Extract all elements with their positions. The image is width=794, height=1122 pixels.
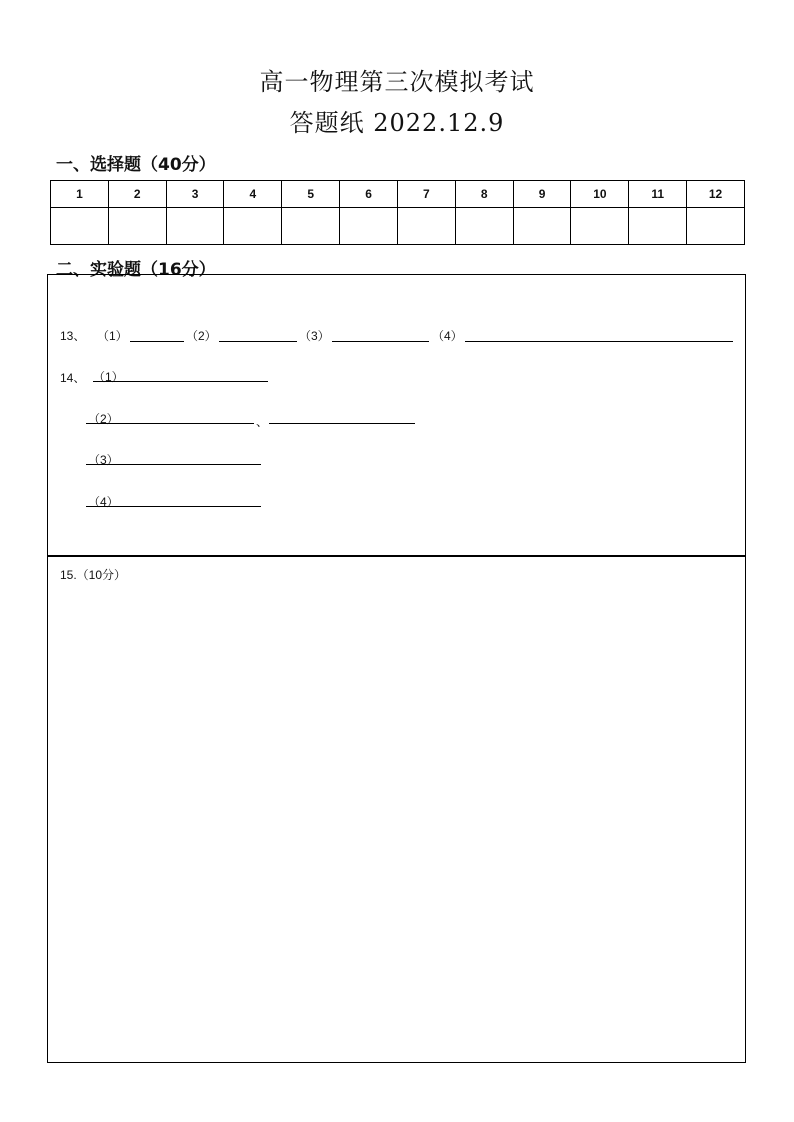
q14-part2-blank-b[interactable] [269, 423, 415, 424]
question-15-answer-box[interactable] [47, 555, 746, 1063]
section-heading-experiment: 二、实验题（16分） [56, 260, 216, 280]
answer-cell[interactable] [513, 208, 571, 245]
answer-cell[interactable] [166, 208, 224, 245]
q13-part3-blank[interactable] [332, 341, 429, 342]
question-number-cell: 4 [224, 181, 282, 208]
q14-number: 14、 [60, 371, 86, 385]
q14-part3-label: （3） [88, 453, 119, 467]
q14-part4-blank[interactable] [86, 506, 261, 507]
question-number-cell: 8 [455, 181, 513, 208]
question-number-cell: 10 [571, 181, 629, 208]
answer-cell[interactable] [455, 208, 513, 245]
answer-cell[interactable] [629, 208, 687, 245]
q13-part2-blank[interactable] [219, 341, 297, 342]
question-number-cell: 7 [397, 181, 455, 208]
answer-sheet-subtitle: 答题纸 2022.12.9 [289, 109, 505, 137]
answer-cell[interactable] [687, 208, 745, 245]
question-number-cell: 6 [340, 181, 398, 208]
answer-cell[interactable] [282, 208, 340, 245]
answer-cell[interactable] [224, 208, 282, 245]
q13-number: 13、 [60, 329, 86, 343]
answer-row [51, 208, 745, 245]
question-number-cell: 2 [108, 181, 166, 208]
answer-cell[interactable] [571, 208, 629, 245]
q14-part2-label: （2） [88, 412, 119, 426]
answer-cell[interactable] [108, 208, 166, 245]
question-number-cell: 5 [282, 181, 340, 208]
q14-part1-blank[interactable] [93, 381, 268, 382]
question-number-cell: 9 [513, 181, 571, 208]
q13-part3-label: （3） [299, 329, 330, 343]
question-number-cell: 12 [687, 181, 745, 208]
section-heading-multiple-choice: 一、选择题（40分） [56, 155, 216, 175]
question-number-cell: 1 [51, 181, 109, 208]
q14-part3-blank[interactable] [86, 464, 261, 465]
answer-cell[interactable] [51, 208, 109, 245]
q14-part2-separator: 、 [256, 415, 269, 429]
q14-part1-label: （1） [93, 370, 124, 384]
q13-part1-blank[interactable] [130, 341, 184, 342]
q13-part4-label: （4） [432, 329, 463, 343]
q15-label: 15.（10分） [60, 568, 127, 582]
q14-part4-label: （4） [88, 495, 119, 509]
q14-part2-blank-a[interactable] [86, 423, 254, 424]
multiple-choice-answer-table [50, 180, 745, 245]
answer-cell[interactable] [397, 208, 455, 245]
question-number-cell: 3 [166, 181, 224, 208]
q13-part1-label: （1） [97, 329, 128, 343]
q13-part4-blank[interactable] [465, 341, 733, 342]
exam-title: 高一物理第三次模拟考试 [259, 68, 535, 96]
q13-part2-label: （2） [186, 329, 217, 343]
answer-cell[interactable] [340, 208, 398, 245]
question-number-row [51, 181, 745, 208]
experiment-answer-box [47, 274, 746, 557]
question-number-cell: 11 [629, 181, 687, 208]
